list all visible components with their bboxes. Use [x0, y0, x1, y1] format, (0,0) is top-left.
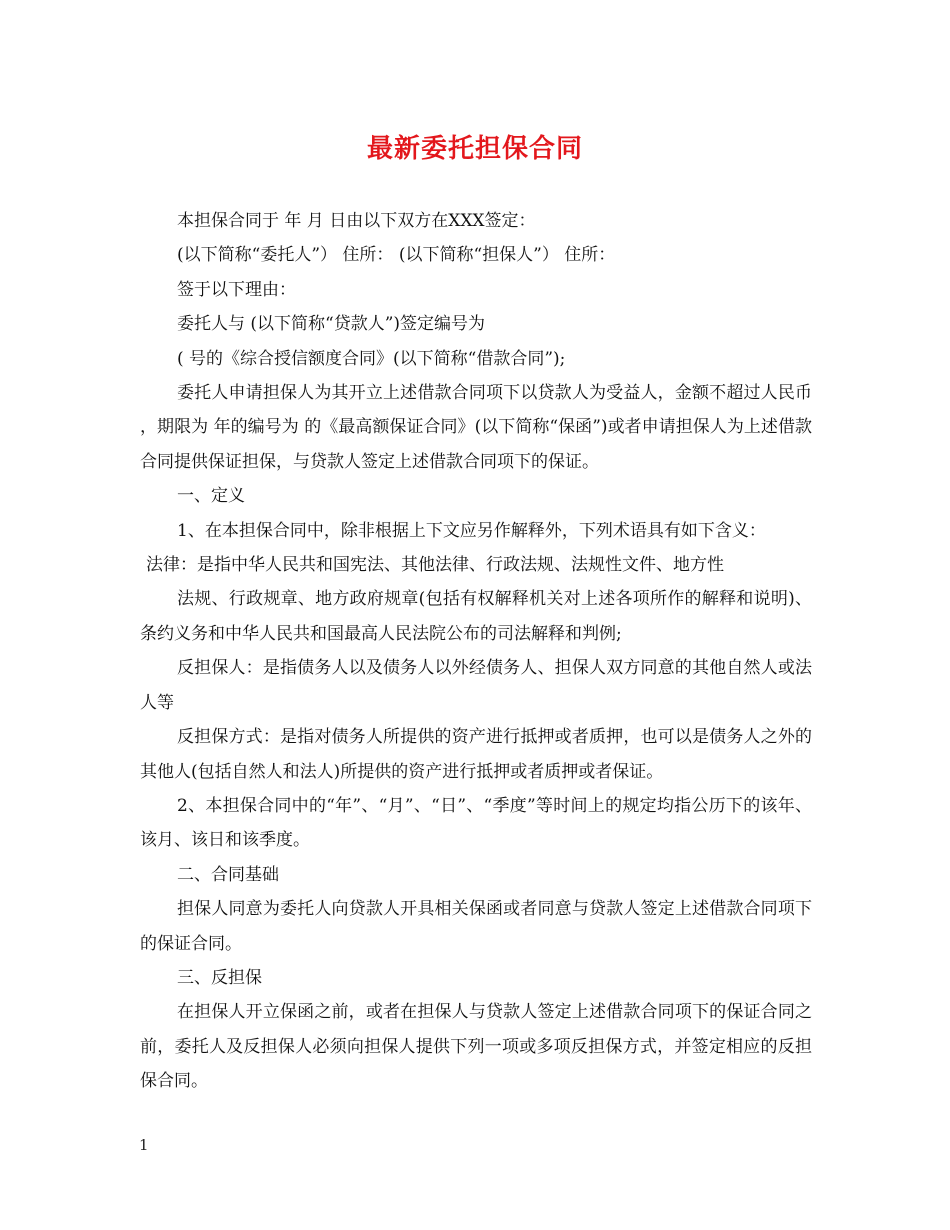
section-heading: 二、合同基础: [177, 864, 279, 885]
section-heading: 一、定义: [177, 486, 245, 507]
paragraph: 反担保人：是指债务人以及债务人以外经债务人、担保人双方同意的其他自然人或法人等: [140, 658, 812, 713]
paragraph: 2、本担保合同中的“年”、“月”、“日”、“季度”等时间上的规定均指公历下的该年、该月、该日和该季度。: [140, 795, 812, 851]
paragraph: 签于以下理由：: [177, 279, 296, 300]
paragraph: (以下简称“委托人”） 住所： (以下简称“担保人”） 住所：: [177, 245, 616, 266]
paragraph: 法律：是指中华人民共和国宪法、其他法律、行政法规、法规性文件、地方性: [146, 555, 724, 576]
page-number: 1: [139, 1136, 149, 1154]
paragraph: 担保人同意为委托人向贷款人开具相关保函或者同意与贷款人签定上述借款合同项下的保证合同。: [140, 899, 812, 954]
paragraph: 委托人申请担保人为其开立上述借款合同项下以贷款人为受益人，金额不超过人民币 ，期限为 年的编号为 的《最高额保证合同》(以下简称“保函”)或者申请担保人为上述借款合同提供保证担保，与贷款人签定上述借款合同项下的保证。: [140, 383, 812, 472]
paragraph: 反担保方式：是指对债务人所提供的资产进行抵押或者质押，也可以是债务人之外的其他人(包括自然人和法人)所提供的资产进行抵押或者质押或者保证。: [140, 727, 812, 782]
paragraph: 在担保人开立保函之前，或者在担保人与贷款人签定上述借款合同项下的保证合同之前，委托人及反担保人必须向担保人提供下列一项或多项反担保方式，并签定相应的反担保合同。: [140, 1002, 812, 1092]
document-title: 最新委托担保合同: [366, 134, 583, 164]
paragraph: 1、在本担保合同中，除非根据上下文应另作解释外，下列术语具有如下含义：: [177, 520, 766, 541]
paragraph: 法规、行政规章、地方政府规章(包括有权解释机关对上述各项所作的解释和说明)、条约义务和中华人民共和国最高人民法院公布的司法解释和判例;: [140, 589, 812, 644]
paragraph: 委托人与 (以下简称“贷款人”)签定编号为: [177, 314, 486, 335]
document-body: [140, 204, 812, 1099]
paragraph: 本担保合同于 年 月 日由以下双方在XXX签定：: [177, 211, 536, 231]
section-heading: 三、反担保: [177, 967, 262, 988]
paragraph: ( 号的《综合授信额度合同》(以下简称“借款合同”);: [177, 348, 566, 369]
